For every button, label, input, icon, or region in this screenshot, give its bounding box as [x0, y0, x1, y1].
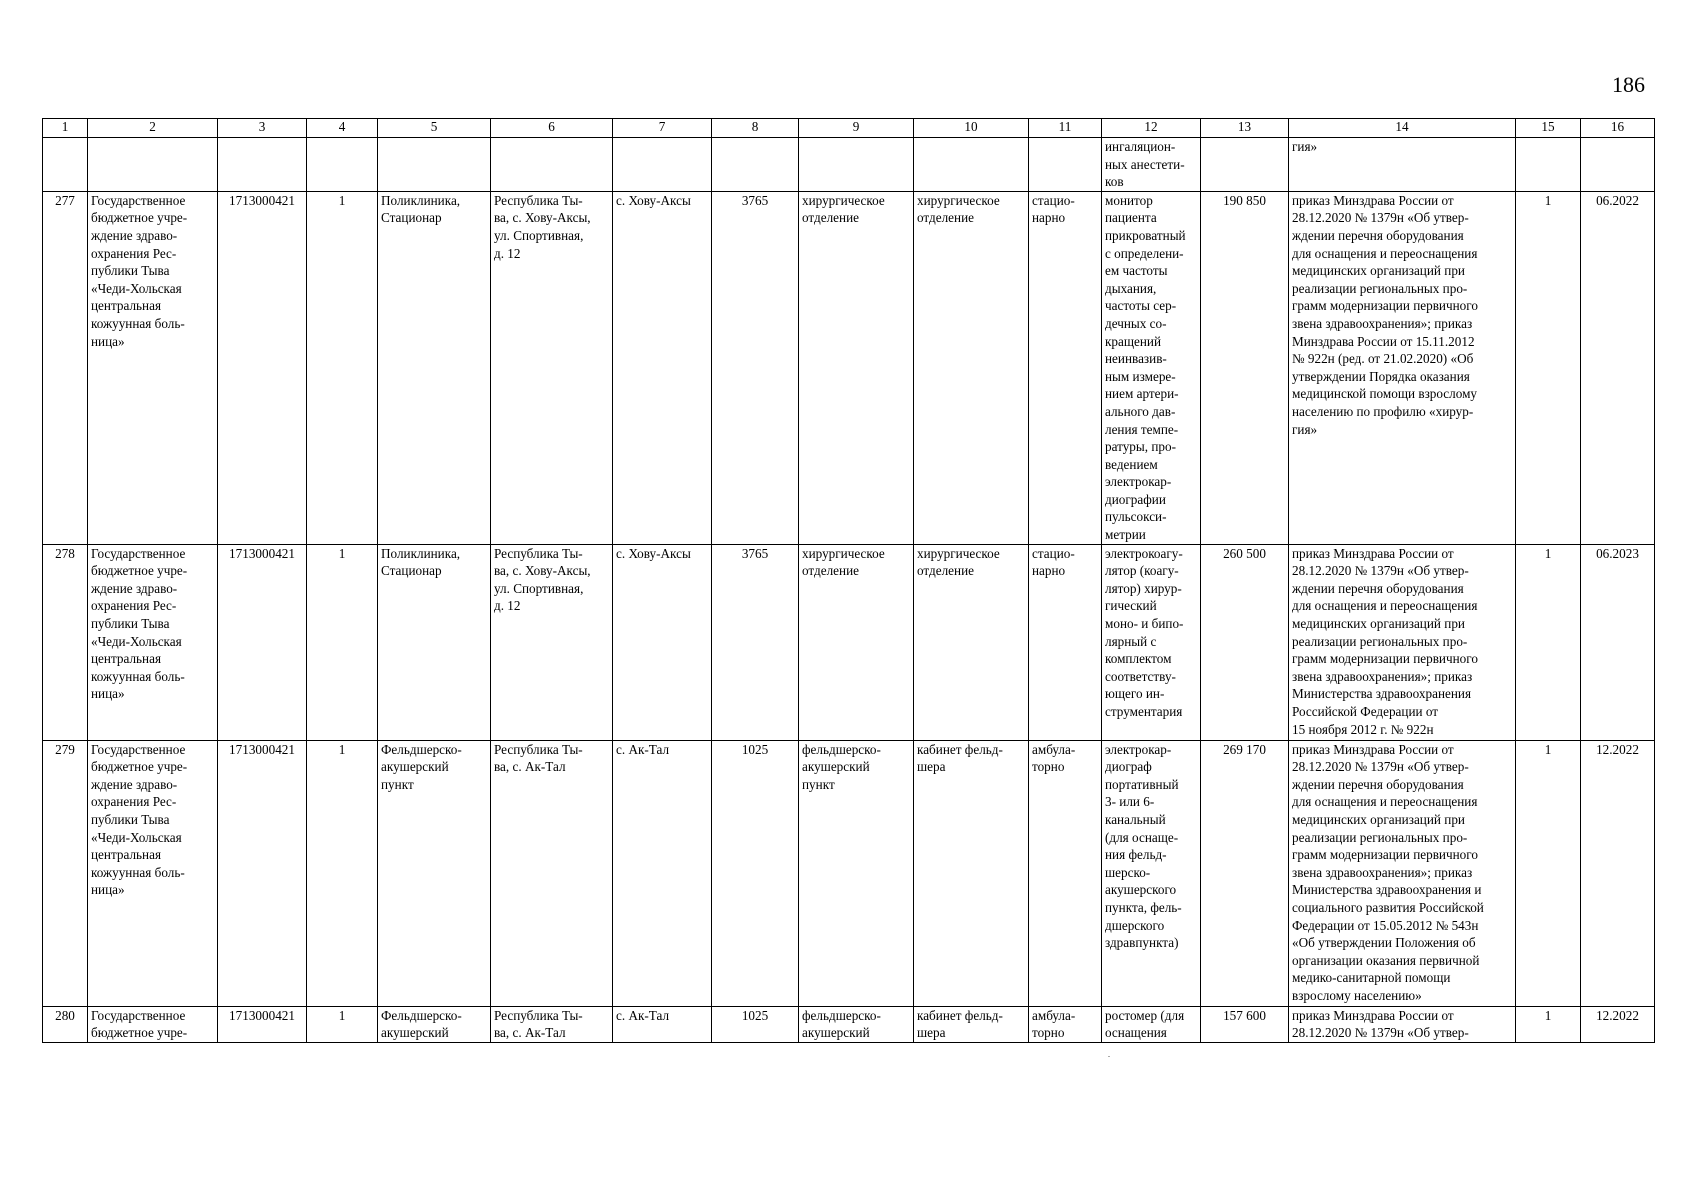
column-header: 9 [799, 119, 914, 138]
table-cell [613, 138, 712, 192]
table-row [43, 1006, 1655, 1042]
column-header: 7 [613, 119, 712, 138]
count-cell: 1 [1516, 191, 1581, 544]
department-cell: фельдшерско- акушерский [799, 1006, 914, 1042]
settlement-cell: с. Ак-Тал [613, 740, 712, 1006]
legal-basis-cell: приказ Минздрава России от 28.12.2020 № 1379н «Об утвер- [1289, 1006, 1516, 1042]
date-cell: 06.2023 [1581, 544, 1655, 740]
equipment-name-cell: электрокар- диограф портативный 3- или 6- канальный (для оснаще- ния фельд- шерско- акушерского пункта, фель- дшерского здравпункта) [1102, 740, 1201, 1006]
department-cell: фельдшерско- акушерский пункт [799, 740, 914, 1006]
row-number-cell: 279 [43, 740, 88, 1006]
cost-cell: 157 600 [1201, 1006, 1289, 1042]
table-cell [712, 138, 799, 192]
quantity-cell: 1 [307, 191, 378, 544]
table-row [43, 544, 1655, 740]
page-number: 186 [1612, 72, 1645, 97]
column-header: 4 [307, 119, 378, 138]
inn-cell: 1713000421 [218, 191, 307, 544]
inn-cell: 1713000421 [218, 740, 307, 1006]
equipment-table [42, 118, 1655, 1043]
scan-speck [1108, 1056, 1110, 1057]
table-cell [307, 138, 378, 192]
address-cell: Республика Ты- ва, с. Ак-Тал [491, 740, 613, 1006]
care-mode-cell: амбула- торно [1029, 1006, 1102, 1042]
table-cell [378, 138, 491, 192]
unit-cell: кабинет фельд- шера [914, 740, 1029, 1006]
legal-basis-cell: приказ Минздрава России от 28.12.2020 № 1379н «Об утвер- ждении перечня оборудования для оснащения и переоснащения медицинских организаций при реализации региональных про- грамм модернизации первичного звена здравоохранения»; приказ Министерства здравоохранения Российской Федерации от 15 ноября 2012 г. № 922н [1289, 544, 1516, 740]
legal-basis-cell: гия» [1289, 138, 1516, 192]
column-header: 8 [712, 119, 799, 138]
column-header: 10 [914, 119, 1029, 138]
row-number-cell: 280 [43, 1006, 88, 1042]
organization-cell: Государственное бюджетное учре- ждение здраво- охранения Рес- публики Тыва «Чеди-Хольская центральная кожуунная боль- ница» [88, 544, 218, 740]
facility-type-cell: Фельдшерско- акушерский [378, 1006, 491, 1042]
table-cell [1516, 138, 1581, 192]
unit-cell: кабинет фельд- шера [914, 1006, 1029, 1042]
table-cell [1201, 138, 1289, 192]
unit-cell: хирургическое отделение [914, 544, 1029, 740]
column-header: 12 [1102, 119, 1201, 138]
table-cell [1029, 138, 1102, 192]
column-header: 14 [1289, 119, 1516, 138]
department-cell: хирургическое отделение [799, 544, 914, 740]
column-header: 1 [43, 119, 88, 138]
unit-cell: хирургическое отделение [914, 191, 1029, 544]
column-header: 11 [1029, 119, 1102, 138]
settlement-cell: с. Хову-Аксы [613, 544, 712, 740]
facility-type-cell: Поликлиника, Стационар [378, 544, 491, 740]
column-number-row [43, 119, 1655, 138]
column-header: 15 [1516, 119, 1581, 138]
address-cell: Республика Ты- ва, с. Хову-Аксы, ул. Спортивная, д. 12 [491, 544, 613, 740]
equipment-name-cell: электрокоагу- лятор (коагу- лятор) хирур- гический моно- и бипо- лярный с комплектом соответству- ющего ин- струментария [1102, 544, 1201, 740]
table-row [43, 740, 1655, 1006]
count-cell: 1 [1516, 544, 1581, 740]
legal-basis-cell: приказ Минздрава России от 28.12.2020 № 1379н «Об утвер- ждении перечня оборудования для оснащения и переоснащения медицинских организаций при реализации региональных про- грамм модернизации первичного звена здравоохранения»; приказ Минздрава России от 15.11.2012 № 922н (ред. от 21.02.2020) «Об утверждении Порядка оказания медицинской помощи взрослому населению по профилю «хирур- гия» [1289, 191, 1516, 544]
population-cell: 3765 [712, 191, 799, 544]
table-cell [914, 138, 1029, 192]
legal-basis-cell: приказ Минздрава России от 28.12.2020 № 1379н «Об утвер- ждении перечня оборудования для оснащения и переоснащения медицинских организаций при реализации региональных про- грамм модернизации первичного звена здравоохранения»; приказ Министерства здравоохранения и социального развития Российской Федерации от 15.05.2012 № 543н «Об утверждении Положения об организации оказания первичной медико-санитарной помощи взрослому населению» [1289, 740, 1516, 1006]
table-cell [799, 138, 914, 192]
column-header: 3 [218, 119, 307, 138]
quantity-cell: 1 [307, 544, 378, 740]
column-header: 6 [491, 119, 613, 138]
settlement-cell: с. Хову-Аксы [613, 191, 712, 544]
column-header: 2 [88, 119, 218, 138]
table-cell [491, 138, 613, 192]
equipment-name-cell: ростомер (для оснащения [1102, 1006, 1201, 1042]
organization-cell: Государственное бюджетное учре- ждение здраво- охранения Рес- публики Тыва «Чеди-Хольская центральная кожуунная боль- ница» [88, 191, 218, 544]
population-cell: 1025 [712, 740, 799, 1006]
address-cell: Республика Ты- ва, с. Ак-Тал [491, 1006, 613, 1042]
quantity-cell: 1 [307, 1006, 378, 1042]
table-cell [43, 138, 88, 192]
cost-cell: 260 500 [1201, 544, 1289, 740]
care-mode-cell: стацио- нарно [1029, 191, 1102, 544]
address-cell: Республика Ты- ва, с. Хову-Аксы, ул. Спортивная, д. 12 [491, 191, 613, 544]
quantity-cell: 1 [307, 740, 378, 1006]
inn-cell: 1713000421 [218, 1006, 307, 1042]
date-cell: 06.2022 [1581, 191, 1655, 544]
column-header: 13 [1201, 119, 1289, 138]
table-cell [88, 138, 218, 192]
equipment-name-cell: ингаляцион- ных анестети- ков [1102, 138, 1201, 192]
organization-cell: Государственное бюджетное учре- [88, 1006, 218, 1042]
population-cell: 1025 [712, 1006, 799, 1042]
count-cell: 1 [1516, 740, 1581, 1006]
inn-cell: 1713000421 [218, 544, 307, 740]
population-cell: 3765 [712, 544, 799, 740]
table-cell [1581, 138, 1655, 192]
equipment-name-cell: монитор пациента прикроватный с определени- ем частоты дыхания, частоты сер- дечных со- кращений неинвазив- ным измере- нием артери- ального дав- ления темпе- ратуры, про- ведением электрокар- диографии пульсокси- метрии [1102, 191, 1201, 544]
organization-cell: Государственное бюджетное учре- ждение здраво- охранения Рес- публики Тыва «Чеди-Хольская центральная кожуунная боль- ница» [88, 740, 218, 1006]
cost-cell: 269 170 [1201, 740, 1289, 1006]
row-number-cell: 277 [43, 191, 88, 544]
table-row [43, 191, 1655, 544]
date-cell: 12.2022 [1581, 1006, 1655, 1042]
facility-type-cell: Поликлиника, Стационар [378, 191, 491, 544]
table-cell [218, 138, 307, 192]
continuation-row [43, 138, 1655, 192]
column-header: 16 [1581, 119, 1655, 138]
row-number-cell: 278 [43, 544, 88, 740]
cost-cell: 190 850 [1201, 191, 1289, 544]
settlement-cell: с. Ак-Тал [613, 1006, 712, 1042]
facility-type-cell: Фельдшерско- акушерский пункт [378, 740, 491, 1006]
department-cell: хирургическое отделение [799, 191, 914, 544]
count-cell: 1 [1516, 1006, 1581, 1042]
care-mode-cell: амбула- торно [1029, 740, 1102, 1006]
care-mode-cell: стацио- нарно [1029, 544, 1102, 740]
date-cell: 12.2022 [1581, 740, 1655, 1006]
column-header: 5 [378, 119, 491, 138]
